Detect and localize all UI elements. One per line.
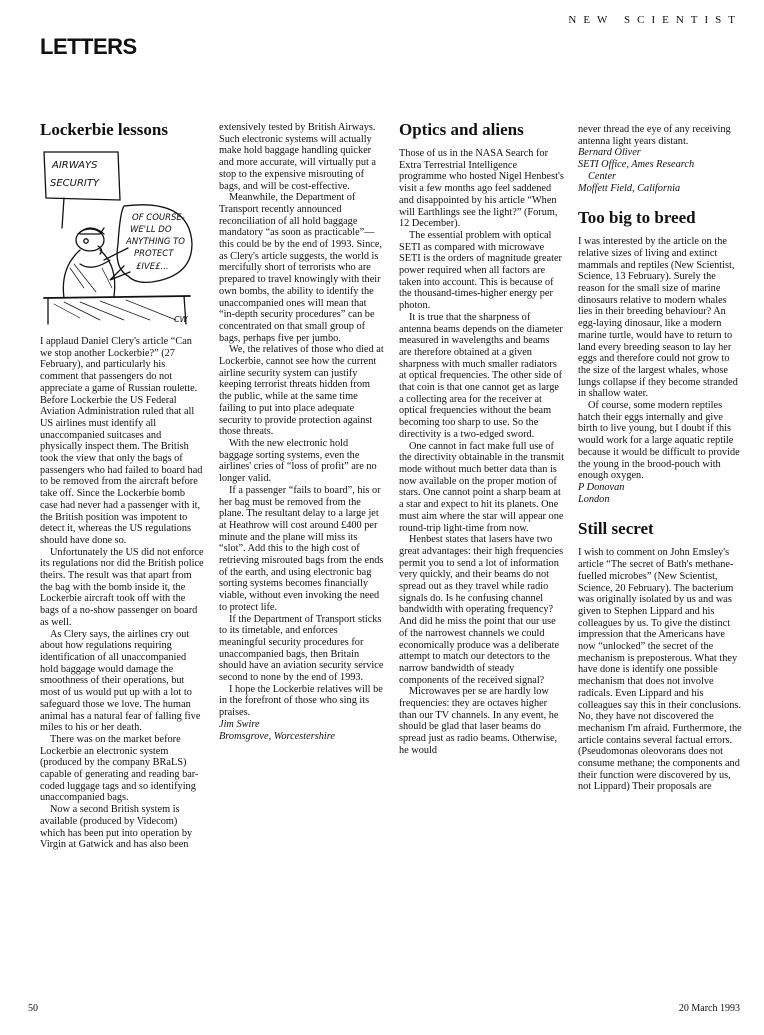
col3-paragraph: The essential problem with optical SETI as compared with microwave SETI is the orders of magnitude greater power required when all factors are taken into account. This is because of the thousand-times-higher energy per photon.	[399, 229, 562, 312]
column-4	[578, 124, 743, 793]
col3-paragraph: Henbest states that lasers have two great advantages: their high frequencies permit you to send a lot of information very quickly, and their beams do not spread out as they travel while radio signals do. Is he confusing channel bandwidth with operating frequency? And did he miss the point that our use of the narrowest channels we could economically produce was a deliberate attempt to match our detectors to the narrow bandwidth of steady components of the received signal?	[399, 534, 564, 686]
letter-title-still-secret: Still secret	[578, 519, 654, 539]
signature-location: London	[578, 493, 610, 505]
column-2	[219, 122, 384, 742]
col3-paragraph: Microwaves per se are hardly low frequencies: they are octaves higher than our TV channels. In any event, he should be glad that laser beams do spread just as radio beams. Otherwise, he would	[399, 686, 559, 756]
col1-paragraph: There was on the market before Lockerbie an electronic system (produced by the company BRaLS) capable of generating and reading bar-coded luggage tags and so identifying unaccompanied bags.	[40, 733, 199, 804]
col2-paragraph: With the new electronic hold baggage sorting systems, even the airlines' cries of “loss of profit” are no longer valid.	[219, 437, 377, 485]
page-number: 50	[28, 1003, 38, 1014]
cartoon-speech-line-2: WE'LL DO	[130, 225, 172, 235]
col1-paragraph: As Clery says, the airlines cry out about how regulations requiring identification of all unaccompanied hold baggage would damage the smoothness of their operations, but most of us would put up with a lot to safeguard those we love. The human animal has a natural fear of falling five miles to his or her death.	[40, 628, 201, 734]
cartoon-speech-line-3: ANYTHING TO	[126, 237, 185, 247]
cartoon-speech-line-4: PROTECT	[134, 249, 174, 259]
cartoon-speech-line-5: £IVE£...	[136, 262, 169, 272]
letter-title-too-big: Too big to breed	[578, 208, 696, 228]
masthead: NEW SCIENTIST	[568, 14, 742, 26]
col2-paragraph: Meanwhile, the Department of Transport recently announced reconciliation of all hold baggage mandatory “as soon as practicable”—this could be by the end of 1993. Since, as Clery's article suggests, the world is mercifully short of terrorists who are prepared to travel knowingly with their own bombs, the ability to identify the unaccompanied ones will mean that “in-depth security procedures” can be concentrated on that small group of bags, perhaps five per jumbo.	[219, 192, 383, 344]
col1-paragraph: I applaud Daniel Clery's article “Can we stop another Lockerbie?” (27 February), and particularly his comment that passengers do not appreciate a game of Russian roulette. Before Lockerbie the US Federal Aviation Administration ruled that all US airlines must identify all unaccompanied suitcases and physically inspect them. The British took the view that only the bags of passengers who had failed to board had to be removed from the aircraft before take off. Since the Lockerbie bomb case had never had a passenger with it, the British position was impotent to detect it, whereas the US regulations should have done so.	[40, 336, 203, 546]
signature-location: Moffett Field, California	[578, 182, 681, 194]
signature-name: Jim Swire	[219, 718, 260, 730]
signature-name: Bernard Oliver	[578, 147, 641, 159]
signature-affiliation: SETI Office, Ames Research	[578, 159, 695, 171]
column-1	[40, 120, 205, 851]
column-3	[399, 120, 564, 757]
col2-paragraph: If the Department of Transport sticks to its timetable, and enforces meaningful security procedures for unaccompanied bags, then Britain should have an aviation security service second to none by the end of 1993.	[219, 613, 384, 684]
col3-paragraph: One cannot in fact make full use of the directivity obtainable in the transmit mode without much better data than is now available on the proper motion of stars. One cannot point a sharp beam at a star and expect to hit its planets. One must aim where the star will appear one round-trip light-time from now.	[399, 440, 564, 534]
cartoon-sign-line-1: AIRWAYS	[52, 160, 98, 171]
cartoon-sign-line-2: SECURITY	[50, 178, 100, 189]
col1-paragraph: Now a second British system is available (produced by Videcom) which has been put into operation by Virgin at Gatwick and has also been	[40, 804, 193, 851]
cartoon-speech-line-1: OF COURSE-	[132, 213, 185, 223]
col4-paragraph: I was interested by the article on the relative sizes of living and extinct mammals and reptiles (New Scientist, Science, 13 February). Surely the reason for the small size of marine dinosaurs relative to modern whales lies in their breeding behaviour? An egg-laying dinosaur, like a modern marine turtle, would have to return to land every breeding season to lay her eggs and therefore could not grow to the size of the largest whales, whose lungs collapse if they become stranded in shallow water.	[578, 236, 738, 400]
issue-date: 20 March 1993	[678, 1003, 740, 1014]
section-title: LETTERS	[40, 34, 137, 59]
letter-title-lockerbie: Lockerbie lessons	[40, 120, 168, 139]
cartoon-illustration	[40, 148, 198, 328]
col4-paragraph: Of course, some modern reptiles hatch their eggs internally and give birth to live young, but I doubt if this would work for a large aquatic reptile because it would be difficult to provide the young in the brood-pouch with enough oxygen.	[578, 400, 740, 482]
signature-location: Bromsgrove, Worcestershire	[219, 730, 335, 742]
col4-continuation: never thread the eye of any receiving antenna light years distant.	[578, 124, 731, 147]
col2-paragraph: If a passenger “fails to board”, his or her bag must be removed from the plane. The resultant delay to a large jet at Heathrow will cost around £400 per minute and the plane will miss its “slot”. Add this to the high cost of retrieving misrouted bags from the ends of the earth, and using electronic bag sorting systems becomes financially viable, without even invoking the need to protect life.	[219, 484, 384, 613]
col2-paragraph: extensively tested by British Airways. Such electronic systems will actually make hold baggage handling quicker and more accurate, will virtually put a stop to the expensive misrouting of bags, and will be cost-effective.	[219, 122, 376, 192]
signature-name: P Donovan	[578, 481, 625, 493]
signature-affiliation: Center	[588, 170, 617, 182]
letter-title-optics: Optics and aliens	[399, 120, 524, 139]
col2-paragraph: We, the relatives of those who died at Lockerbie, cannot see how the current airline security system can justify keeping terrorist threats hidden from the public, while at the same time failing to put into place adequate security to provide protection against those threats.	[219, 344, 384, 438]
col2-paragraph: I hope the Lockerbie relatives will be in the forefront of those who sing its praises.	[219, 683, 383, 719]
col1-paragraph: Unfortunately the US did not enforce its regulations nor did the British police theirs. The result was that apart from the bag with the bomb inside it, the Lockerbie aircraft took off with the bags of a no-show passenger on board as well.	[40, 546, 204, 628]
cartoon-initials: CW	[174, 315, 188, 324]
col3-paragraph: Those of us in the NASA Search for Extra Terrestrial Intelligence programme who hosted Nigel Henbest's visit a few months ago feel saddened and disappointed by his article “When will Earthlings see the light?” (Forum, 12 December).	[399, 148, 564, 230]
col4-paragraph: I wish to comment on John Emsley's article “The secret of Bath's methane-fuelled microbes” (New Scientist, Science, 20 February). The bacterium was originally isolated by us and was given to Stephen Lippard and his colleagues by us. To give the distinct impression that the Americans have now “unlocked” the secret of the mechanism is preposterous. What they have done is identify one possible mechanism that does not involve radicals. Even Lippard and his colleagues say this in their conclusions. No, they have not discovered the mechanism I'm afraid. Furthermore, the article contains several factual errors. (Pseudomonas oleovorans does not consume methane; the components and their function were discovered by us, not Lippard) Their proposals are	[578, 547, 742, 793]
col3-paragraph: It is true that the sharpness of antenna beams depends on the diameter measured in wavelengths and beams are therefore obtained at a given sharpness with much smaller radiators at optical frequencies. The other side of that coin is that one cannot get as large a collecting area for the receiver at optical frequencies without the beam becoming too sharp to use. So the directivity is a two-edged sword.	[399, 311, 563, 440]
